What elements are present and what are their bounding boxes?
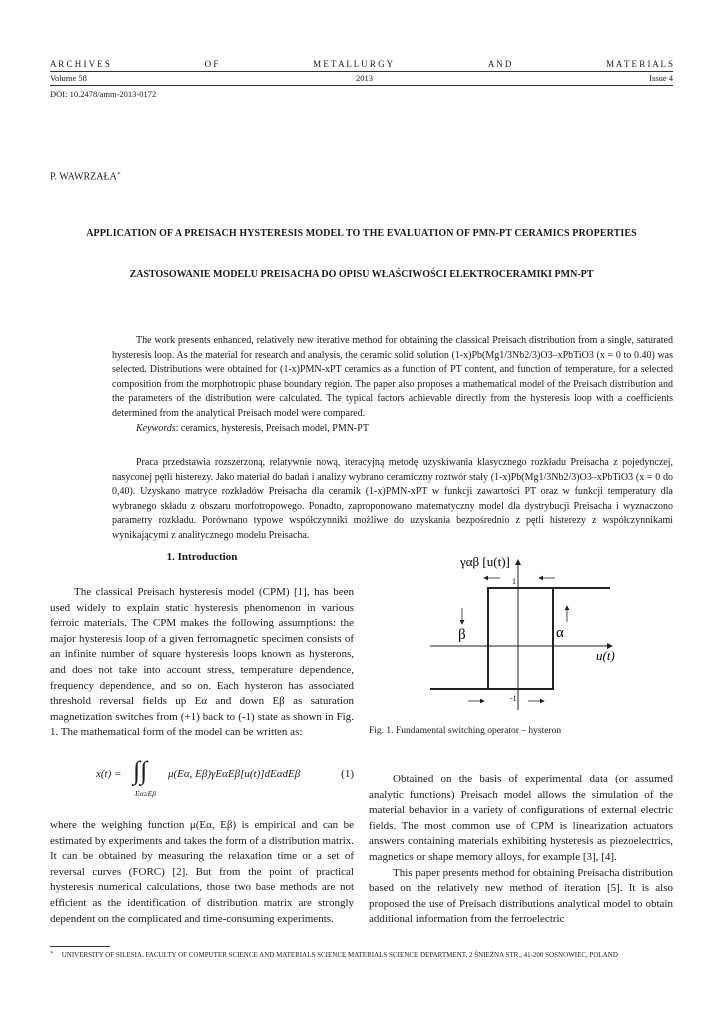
- header-rule-top: [50, 71, 673, 72]
- equation-integrand: μ(Eα, Eβ)γEαEβ[u(t)]dEαdEβ: [168, 768, 301, 780]
- right-column: [369, 772, 673, 928]
- equation-number: (1): [341, 768, 354, 780]
- journal-word: M E T A L L U R G Y: [313, 59, 394, 69]
- right-text-2: This paper presents method for obtaining Preisacha distribution based on the relatively new method of iteration [5]. It is also proposed the use of Preisach distributions analytical model to obtain additional information from the ferroelectric: [369, 866, 673, 926]
- abstract-pl: [112, 456, 673, 544]
- doi: DOI: 10.2478/amm-2013-0172: [50, 89, 157, 99]
- double-integral-icon: ∫∫: [133, 756, 148, 785]
- keywords-list: : ceramics, hysteresis, Preisach model, PMN-PT: [175, 422, 369, 434]
- keywords: [112, 422, 673, 437]
- abstract-pl-text: Praca przedstawia rozszerzoną, relatywnie nową, iteracyjną metodę uzyskiwania klasycznego rozkładu Preisacha z pojedynczej, nasyconej pętli histerezy. Jako materiał do badań i analizy wybrano ceramiczny roztwór stały (1-x)Pb(Mg1/3Nb2/3)O3–xPbTiO3 (x = 0 do 0,40). Uzyskano matryce rozkładów Preisacha dla ceramik (1-x)PMN-xPT w funkcji zawartości PT oraz w funkcji temperatury dla wybranego składu z obszaru morfotropowego. Ponadto, zaproponowano matematyczny model dla dystrybucji Preisacha i wyznaczono parametry rozkładu. Porównano typowe współczynniki możliwe do uzyskania bezpośrednio z pętli histerezy z współczynnikami wynikającymi z analitycznego modelu Preisacha.: [112, 457, 673, 541]
- equation-lhs: x(t) =: [96, 768, 122, 780]
- paper-title-en: APPLICATION OF A PREISACH HYSTERESIS MODEL TO THE EVALUATION OF PMN-PT CERAMICS PROPERTIES: [86, 228, 637, 239]
- abstract: [112, 334, 673, 436]
- intro-text-2: where the weighing function μ(Eα, Eβ) is empirical and can be estimated by experiments and takes the form of a distribution matrix. It can be obtained by measuring the relaxation time or a set of reversal curves (FORC) [2]. But from the point of practical hysteresis numerical calculations, those two base methods are not efficient as the identification of distribution matrix are strongly dependent on the complicated and time-consuming experiments.: [50, 819, 354, 925]
- issue: Issue 4: [649, 73, 673, 83]
- section-title: 1. Introduction: [166, 551, 238, 563]
- abstract-text: The work presents enhanced, relatively new iterative method for obtaining the classical Preisach distribution from a single, saturated hysteresis loop. As the material for research and analysis, the ceramic solid solution (1-x)Pb(Mg1/3Nb2/3)O3–xPbTiO3 (x = 0 to 0.40) was selected. Distributions were obtained for (1-x)PMN-xPT ceramics as a function of PT content, and function of temperature, for a selected composition from the morphotropic phase boundary region. The paper also proposes a mathematical model of the Preisach distribution and the parameters of the distribution were calculated. The typical factors achievable directly from the hysteresis loop with a coefficients determined from the analytical Preisach model were compared.: [112, 335, 673, 419]
- keywords-label: Keywords: [136, 422, 176, 434]
- beta-label: β: [458, 627, 466, 643]
- hysteron-lower-path: [430, 588, 610, 689]
- equation-domain: Eα≥Eβ: [135, 789, 156, 798]
- alpha-label: α: [556, 625, 564, 641]
- journal-word: A N D: [487, 59, 512, 69]
- authors: [50, 170, 121, 182]
- affiliation: UNIVERSITY OF SILESIA, FACULTY OF COMPUTER SCIENCE AND MATERIALS SCIENCE MATERIALS SCIENCE DEPARTMENT, 2 ŚNIEŻNA STR., 41-200 SOSNOWIEC, POLAND: [61, 951, 618, 960]
- footnote-rule: [50, 946, 110, 947]
- intro-paragraph-2: [50, 818, 354, 927]
- paper-title-pl: ZASTOSOWANIE MODELU PREISACHA DO OPISU WŁAŚCIWOŚCI ELEKTROCERAMIKI PMN-PT: [129, 269, 594, 280]
- journal-word: M A T E R I A L S: [606, 59, 673, 69]
- tick-bottom: -1: [510, 694, 517, 703]
- figure-caption: Fig. 1. Fundamental switching operator – hysteron: [369, 726, 562, 736]
- journal-word: O F: [204, 59, 219, 69]
- hysteron-upper-path: [430, 588, 610, 689]
- author-name: P. WAWRZAŁA: [50, 171, 117, 183]
- equation-1: [50, 756, 354, 804]
- right-text-1: Obtained on the basis of experimental data (or assumed analytic functions) Preisach model allows the simulation of the material behavior in a variety of configurations of external electric fields. The most common use of CPM is linearization actuators answers containing materials exhibiting hysteresis as piezoelectrics, magnetics or shape memory alloys, for example [3], [4].: [369, 773, 673, 863]
- year: 2013: [356, 73, 373, 83]
- journal-word: A R C H I V E S: [50, 59, 110, 69]
- footnote: [50, 950, 673, 959]
- intro-paragraph-1: [50, 585, 354, 741]
- hysteron-figure: [420, 548, 620, 720]
- header-rule-bottom: [50, 85, 673, 86]
- x-axis-label: u(t): [596, 648, 615, 663]
- volume: Volume 58: [50, 73, 87, 83]
- y-axis-label: γαβ [u(t)]: [460, 554, 510, 569]
- journal-name: [50, 59, 673, 69]
- intro-text-1: The classical Preisach hysteresis model (CPM) [1], has been used widely to explain static hysteresis phenomenon in various ferroic materials. The CPM makes the following assumptions: the major hysteresis loop of a given ferromagnetic specimen consists of an infinite number of square hysteresis loops known as hysterons, and does not take into account stress, temperature dependence, frequency dependence, and so on. Each hysteron has associated threshold reversal fields up Eα and down Eβ as saturation magnetization switches from (+1) back to (-1) state as shown in Fig. 1. The mathematical form of the model can be written as:: [50, 586, 354, 739]
- tick-top: 1: [512, 577, 516, 586]
- author-footnote-mark: ∗: [116, 171, 121, 177]
- footnote-mark: ∗: [50, 950, 54, 956]
